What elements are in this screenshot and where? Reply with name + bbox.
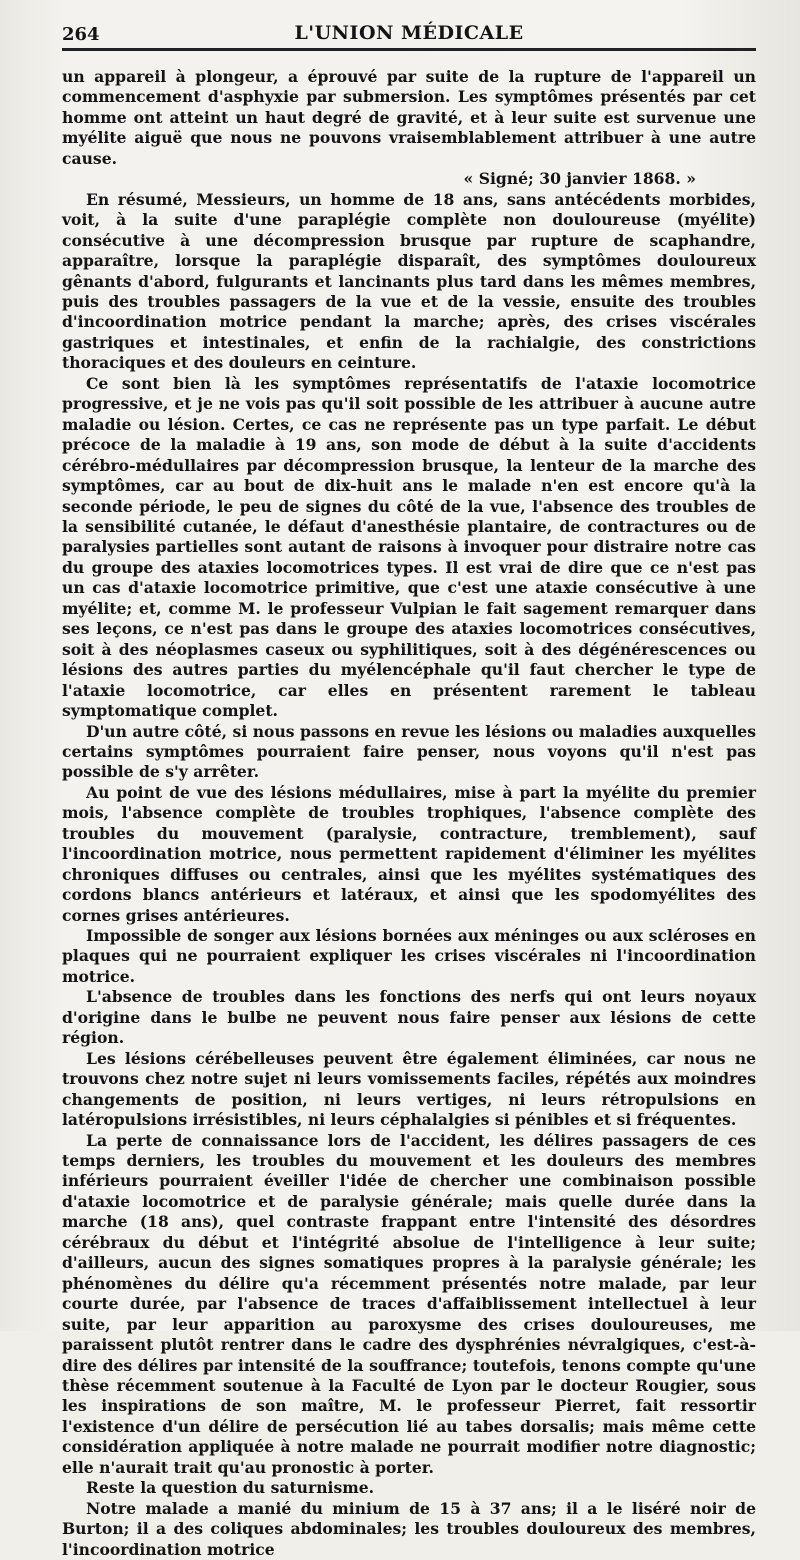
running-title: L'UNION MÉDICALE	[294, 22, 524, 44]
signature-line: « Signé; 30 janvier 1868. »	[463, 169, 696, 189]
paragraph: Reste la question du saturnisme.	[86, 1478, 375, 1498]
paragraph: un appareil à plongeur, a éprouvé par suite de la rupture de l'appareil un commencement d'asphyxie par submersion. Les symptômes présentés par cet homme ont atteint un haut degré de gravité, et à leur suite est survenue une myélite aiguë que nous ne pouvons vraisemblablement attribuer à une autre cause.	[62, 67, 756, 168]
paragraph: Notre malade a manié du minium de 15 à 37 ans; il a le liséré noir de Burton; il a des coliques abdominales; les troubles douloureux des membres, l'incoordination motrice	[62, 1498, 756, 1559]
paragraph: En résumé, Messieurs, un homme de 18 ans, sans antécédents morbides, voit, à la suite d'une paraplégie complète non douloureuse (myélite) consécutive à une décompression brusque par rupture de scaphandre, apparaître, lorsque la paraplégie disparaît, des symptômes douloureux gênants d'abord, fulgurants et lancinants plus tard dans les mêmes membres, puis des troubles passagers de la vue et de la vessie, ensuite des troubles d'incoordination motrice pendant la marche; après, des crises viscérales gastriques et intestinales, et enfin de la rachialgie, des constrictions thoraciques et des douleurs en ceinture.	[62, 189, 756, 373]
paragraph: Les lésions cérébelleuses peuvent être également éliminées, car nous ne trouvons chez notre sujet ni leurs vomissements faciles, répétés aux moindres changements de position, ni leurs vertiges, ni leurs rétropulsions en latéropulsions irrésistibles, ni leurs céphalalgies si pénibles et si fréquentes.	[62, 1048, 756, 1130]
paragraph: Au point de vue des lésions médullaires, mise à part la myélite du premier mois, l'absence complète de troubles trophiques, l'absence complète des troubles du mouvement (paralysie, contracture, tremblement), sauf l'incoordination motrice, nous permettent rapidement d'éliminer les myélites chroniques diffuses ou centrales, ainsi que les myélites systématiques des cordons blancs antérieurs et latéraux, et ainsi que les spodomyélites des cornes grises antérieures.	[62, 782, 756, 925]
body-text	[62, 67, 756, 1560]
paragraph: Ce sont bien là les symptômes représentatifs de l'ataxie locomotrice progressive, et je ne vois pas qu'il soit possible de les attribuer à aucune autre maladie ou lésion. Certes, ce cas ne représente pas un type parfait. Le début précoce de la maladie à 19 ans, son mode de début à la suite d'accidents cérébro-médullaires par décompression brusque, la lenteur de la marche des symptômes, car au bout de dix-huit ans le malade n'en est encore qu'à la seconde période, le peu de signes du côté de la vue, l'absence des troubles de la sensibilité cutanée, le défaut d'anesthésie plantaire, de contractures ou de paralysies partielles sont autant de raisons à invoquer pour distraire notre cas du groupe des ataxies locomotrices types. Il est vrai de dire que ce n'est pas un cas d'ataxie locomotrice primitive, que c'est une ataxie consécutive à une myélite; et, comme M. le professeur Vulpian le fait sagement remarquer dans ses leçons, ce n'est pas dans le groupe des ataxies locomotrices consécutives, soit à des néoplasmes caseux ou syphilitiques, soit à des dégénérescences ou lésions des autres parties du myélencéphale qu'il faut chercher le type de l'ataxie locomotrice, car elles en présentent rarement le tableau symptomatique complet.	[62, 373, 756, 721]
paragraph: D'un autre côté, si nous passons en revue les lésions ou maladies auxquelles certains symptômes pourraient faire penser, nous voyons qu'il n'est pas possible de s'y arrêter.	[62, 721, 756, 782]
paragraph: La perte de connaissance lors de l'accident, les délires passagers de ces temps derniers, les troubles du mouvement et les douleurs des membres inférieurs pourraient éveiller l'idée de chercher une combinaison possible d'ataxie locomotrice et de paralysie générale; mais quelle durée dans la marche (18 ans), quel contraste frappant entre l'intensité des désordres cérébraux du début et l'intégrité absolue de l'intelligence à leur suite; d'ailleurs, aucun des signes somatiques propres à la paralysie générale; les phénomènes du délire qu'a récemment présentés notre malade, par leur courte durée, par l'absence de traces d'affaiblissement intellectuel à leur suite, par leur apparition au paroxysme des crises douloureuses, me paraissent plutôt rentrer dans le cadre des dysphrénies névralgiques, c'est-à-dire des délires par intensité de la souffrance; toutefois, tenons compte qu'une thèse récemment soutenue à la Faculté de Lyon par le docteur Rougier, sous les inspirations de son maître, M. le professeur Pierret, fait ressortir l'existence d'un délire de persécution lié au tabes dorsalis; mais même cette considération appliquée à notre malade ne pourrait modifier notre diagnostic; elle n'aurait trait qu'au pronostic à porter.	[62, 1130, 756, 1477]
paragraph: L'absence de troubles dans les fonctions des nerfs qui ont leurs noyaux d'origine dans le bulbe ne peuvent nous faire penser aux lésions de cette région.	[62, 987, 756, 1048]
page-number: 264	[62, 24, 100, 45]
page-header	[62, 18, 756, 51]
paragraph: Impossible de songer aux lésions bornées aux méninges ou aux scléroses en plaques qui ne pourraient expliquer les crises viscérales ni l'incoordination motrice.	[62, 926, 756, 986]
